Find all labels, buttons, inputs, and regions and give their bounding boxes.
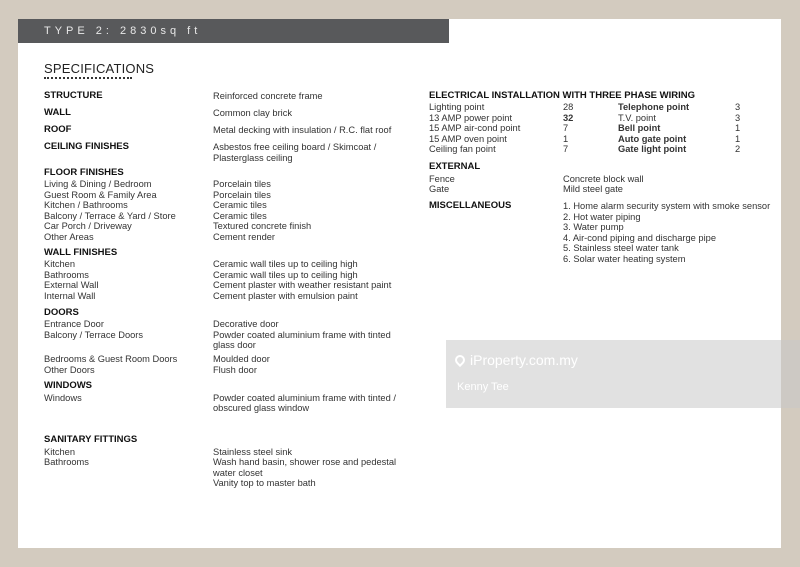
external-item: Gate	[429, 184, 450, 194]
spec-label: Bathrooms	[44, 457, 89, 467]
spec-value: Moulded door	[213, 354, 270, 364]
spec-label: External Wall	[44, 280, 99, 290]
spec-value: Flush door	[213, 364, 257, 375]
spec-label: Balcony / Terrace Doors	[44, 329, 144, 340]
electrical-count: 7	[563, 123, 569, 133]
electrical-count: 3	[735, 102, 741, 112]
watermark-logo	[455, 352, 578, 368]
spec-value: Powder coated aluminium frame with tinted /	[213, 392, 396, 403]
misc-item: 3. Water pump	[563, 222, 624, 232]
spec-value: Decorative door	[213, 319, 279, 329]
spec-label: Bedrooms & Guest Room Doors	[44, 354, 178, 364]
spec-value: glass door	[213, 340, 256, 350]
spec-label: Living & Dining / Bedroom	[44, 179, 152, 189]
spec-value: Porcelain tiles	[213, 189, 271, 200]
spec-value: Stainless steel sink	[213, 446, 293, 457]
spec-label: Bathrooms	[44, 269, 89, 280]
electrical-count: 32	[563, 112, 574, 123]
type-banner: TYPE 2: 2830sq ft	[18, 19, 449, 43]
spec-label: ROOF	[44, 124, 72, 135]
spec-value: Ceramic tiles	[213, 200, 267, 210]
spec-value: Porcelain tiles	[213, 179, 271, 189]
spec-value: water closet	[213, 467, 263, 478]
external-item: Fence	[429, 173, 455, 184]
external-heading: EXTERNAL	[429, 161, 481, 172]
spec-value: Textured concrete finish	[213, 221, 312, 231]
electrical-count: 28	[563, 102, 574, 112]
spec-label: WALL FINISHES	[44, 247, 118, 258]
spec-label: Balcony / Terrace & Yard / Store	[44, 210, 176, 221]
page-title: SPECIFICATIONS	[44, 61, 155, 76]
spec-value: Powder coated aluminium frame with tinted	[213, 329, 391, 340]
misc-heading: MISCELLANEOUS	[429, 200, 512, 211]
spec-label: Other Doors	[44, 364, 95, 375]
spec-value: Cement plaster with emulsion paint	[213, 290, 358, 301]
spec-label: Car Porch / Driveway	[44, 221, 132, 231]
electrical-item: Telephone point	[618, 102, 690, 112]
electrical-count: 1	[563, 133, 569, 144]
misc-item: 1. Home alarm security system with smoke sensor	[563, 201, 771, 211]
spec-label: WINDOWS	[44, 380, 93, 391]
electrical-item: 13 AMP power point	[429, 112, 513, 123]
spec-label: Kitchen / Bathrooms	[44, 200, 128, 210]
external-value: Mild steel gate	[563, 184, 623, 194]
spec-label: Windows	[44, 392, 82, 403]
spec-label: DOORS	[44, 307, 79, 318]
misc-item: 4. Air-cond piping and discharge pipe	[563, 232, 716, 243]
electrical-item: Lighting point	[429, 102, 485, 112]
spec-label: Kitchen	[44, 446, 76, 457]
watermark-brand: iProperty.com.my	[470, 352, 578, 368]
spec-label: SANITARY FITTINGS	[44, 434, 138, 445]
electrical-item: 15 AMP air-cond point	[429, 123, 521, 133]
spec-label: Guest Room & Family Area	[44, 189, 157, 200]
electrical-count: 3	[735, 112, 741, 123]
spec-label: Entrance Door	[44, 319, 104, 329]
spec-value: Ceramic wall tiles up to ceiling high	[213, 259, 358, 269]
spec-label: Kitchen	[44, 259, 76, 269]
external-value: Concrete block wall	[563, 173, 644, 184]
spec-value: Vanity top to master bath	[213, 478, 316, 488]
spec-value: Ceramic wall tiles up to ceiling high	[213, 269, 358, 280]
spec-value: Cement plaster with weather resistant paint	[213, 280, 392, 290]
title-underline	[44, 77, 132, 79]
spec-label: CEILING FINISHES	[44, 141, 129, 152]
spec-label: WALL	[44, 107, 71, 118]
spec-value: Wash hand basin, shower rose and pedestal	[213, 457, 397, 467]
misc-item: 2. Hot water piping	[563, 211, 641, 222]
electrical-count: 1	[735, 123, 741, 133]
spec-label: FLOOR FINISHES	[44, 167, 124, 178]
electrical-item: Auto gate point	[618, 133, 687, 144]
misc-item: 5. Stainless steel water tank	[563, 243, 679, 253]
spec-value: Cement render	[213, 231, 276, 242]
electrical-item: Ceiling fan point	[429, 144, 496, 154]
location-pin-icon	[453, 353, 467, 367]
misc-item: 6. Solar water heating system	[563, 253, 686, 264]
electrical-item: 15 AMP oven point	[429, 133, 507, 144]
watermark-agent: Kenny Tee	[457, 381, 509, 393]
watermark-band	[446, 340, 800, 408]
spec-value: Metal decking with insulation / R.C. flat roof	[213, 125, 392, 135]
spec-value: Ceramic tiles	[213, 210, 267, 221]
spec-value: Asbestos free ceiling board / Skimcoat /	[213, 142, 377, 152]
spec-value: Common clay brick	[213, 108, 293, 118]
spec-value: Reinforced concrete frame	[213, 91, 323, 101]
electrical-heading: ELECTRICAL INSTALLATION WITH THREE PHASE WIRING	[429, 90, 695, 101]
electrical-count: 2	[735, 144, 741, 154]
spec-value: Plasterglass ceiling	[213, 152, 293, 163]
electrical-item: Gate light point	[618, 144, 687, 154]
electrical-item: Bell point	[618, 123, 661, 133]
spec-label: STRUCTURE	[44, 90, 103, 101]
electrical-count: 7	[563, 144, 569, 154]
electrical-item: T.V. point	[618, 112, 656, 123]
electrical-count: 1	[735, 133, 741, 144]
spec-value: obscured glass window	[213, 403, 310, 413]
spec-label: Other Areas	[44, 231, 94, 242]
spec-label: Internal Wall	[44, 290, 96, 301]
